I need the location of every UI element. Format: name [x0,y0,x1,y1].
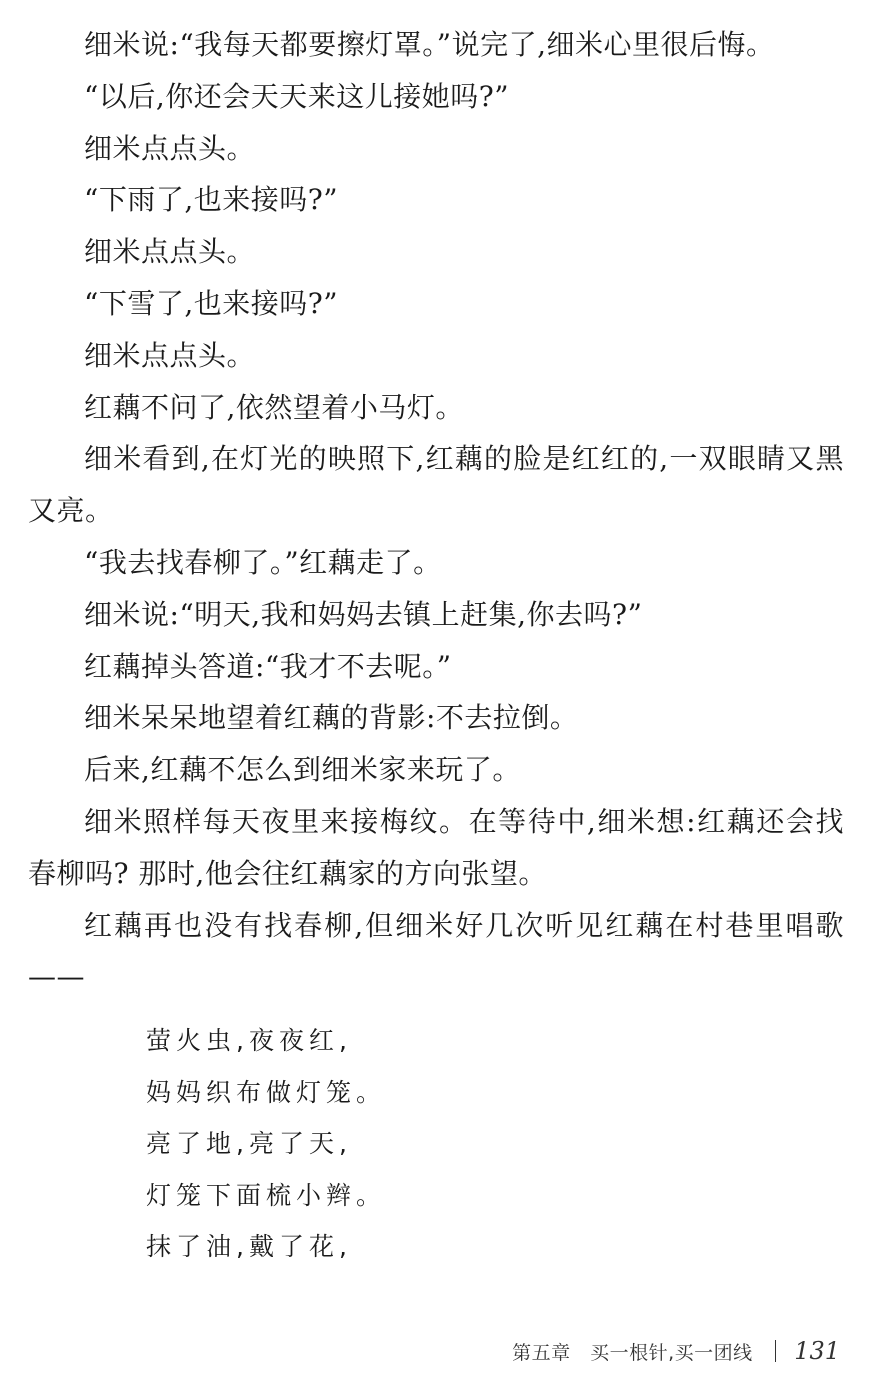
chapter-title: 第五章 买一根针,买一团线 [512,1341,753,1364]
verse-line: 灯笼下面梳小辫。 [146,1180,387,1210]
prose-text [28,19,844,1003]
verse-line: 抹了油,戴了花, [146,1232,352,1262]
paragraph: 后来,红藕不怎么到细米家来玩了。 [84,753,521,787]
paragraph: “以后,你还会天天来这儿接她吗?” [84,79,510,113]
paragraph: 红藕掉头答道:“我才不去呢。” [84,649,452,683]
paragraph: 细米点点头。 [84,131,256,165]
paragraph: 细米呆呆地望着红藕的背影:不去拉倒。 [84,701,579,735]
paragraph: 红藕不问了,依然望着小马灯。 [84,390,464,424]
paragraph: 细米点点头。 [84,235,256,269]
song-verse-block [146,1015,746,1273]
paragraph: 细米看到,在灯光的映照下,红藕的脸是红红的,一双眼睛又黑又亮。 [28,442,844,528]
paragraph: “我去找春柳了。”红藕走了。 [84,545,442,579]
paragraph: 细米说:“明天,我和妈妈去镇上赶集,你去吗?” [84,597,643,631]
paragraph: 红藕再也没有找春柳,但细米好几次听见红藕在村巷里唱歌—— [28,908,844,994]
verse-line: 妈妈织布做灯笼。 [146,1077,387,1107]
footer-divider [775,1340,777,1362]
page-number: 131 [794,1337,840,1365]
paragraph: 细米点点头。 [84,338,256,372]
page-footer [512,1333,840,1369]
paragraph: “下雪了,也来接吗?” [84,286,339,320]
paragraph: 细米说:“我每天都要擦灯罩。”说完了,细米心里很后悔。 [84,28,775,61]
paragraph: 细米照样每天夜里来接梅纹。在等待中,细米想:红藕还会找春柳吗? 那时,他会往红藕家的方向张望。 [28,804,844,890]
verse-line: 亮了地,亮了天, [146,1129,352,1159]
paragraph: “下雨了,也来接吗?” [84,183,339,217]
verse-line: 萤火虫,夜夜红, [146,1026,352,1055]
